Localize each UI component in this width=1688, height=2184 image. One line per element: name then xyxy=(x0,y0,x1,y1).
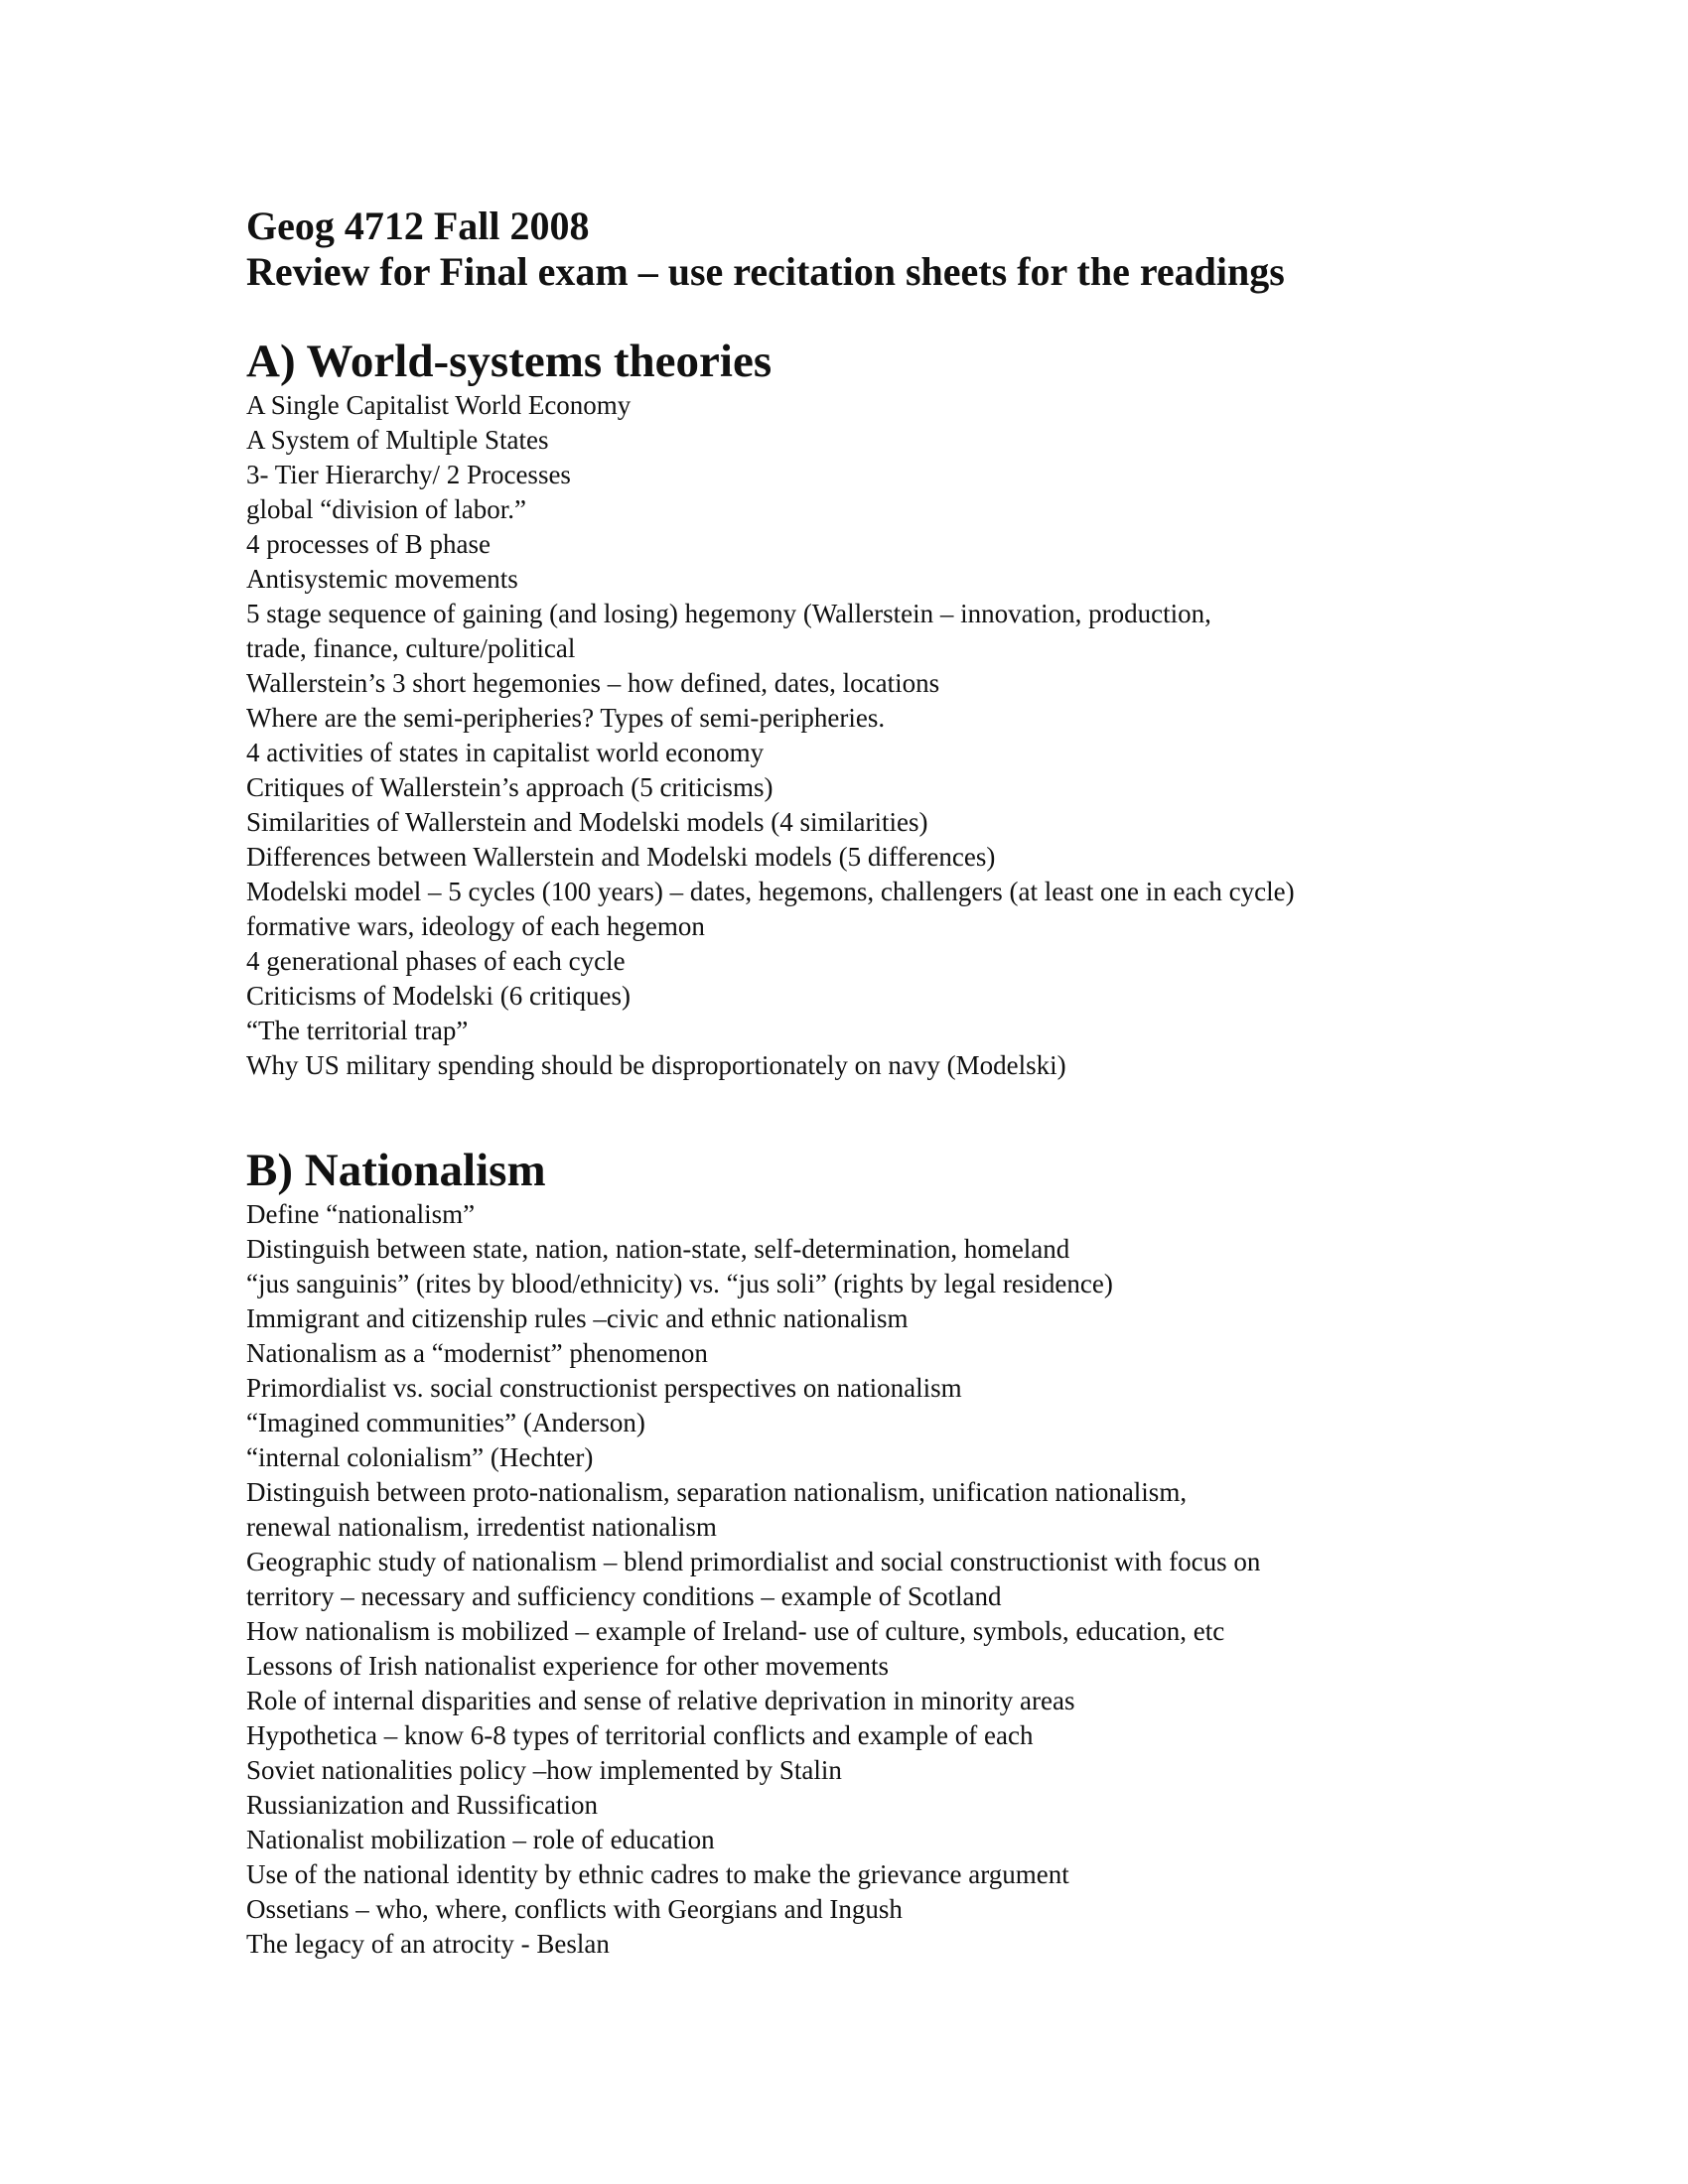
list-item: formative wars, ideology of each hegemon xyxy=(246,911,705,941)
list-item: Immigrant and citizenship rules –civic and ethnic nationalism xyxy=(246,1303,909,1333)
section-heading: A) World-systems theories xyxy=(246,336,773,387)
list-item: A Single Capitalist World Economy xyxy=(246,390,632,420)
list-item: “internal colonialism” (Hechter) xyxy=(246,1442,594,1472)
list-item: Define “nationalism” xyxy=(246,1199,476,1229)
list-item: trade, finance, culture/political xyxy=(246,633,576,663)
list-item: Geographic study of nationalism – blend primordialist and social constructionist with focus on xyxy=(246,1547,1261,1576)
list-item: Distinguish between proto-nationalism, separation nationalism, unification nationalism, xyxy=(246,1477,1188,1507)
list-item: Similarities of Wallerstein and Modelski models (4 similarities) xyxy=(246,807,928,837)
list-item: Wallerstein’s 3 short hegemonies – how defined, dates, locations xyxy=(246,668,940,698)
list-item: Modelski model – 5 cycles (100 years) – dates, hegemons, challengers (at least one in each cycle) xyxy=(246,877,1295,906)
list-item: Russianization and Russification xyxy=(246,1790,598,1820)
section-nationalism xyxy=(246,1144,1537,1962)
list-item: Hypothetica – know 6-8 types of territorial conflicts and example of each xyxy=(246,1720,1034,1750)
item-list xyxy=(246,388,1537,1083)
list-item: 4 generational phases of each cycle xyxy=(246,946,626,976)
document-subtitle: Review for Final exam – use recitation sheets for the readings xyxy=(246,249,1285,294)
list-item: 3- Tier Hierarchy/ 2 Processes xyxy=(246,460,571,489)
course-title: Geog 4712 Fall 2008 xyxy=(246,204,590,248)
list-item: How nationalism is mobilized – example of Ireland- use of culture, symbols, education, etc xyxy=(246,1616,1225,1646)
list-item: 4 processes of B phase xyxy=(246,529,491,559)
list-item: 5 stage sequence of gaining (and losing) hegemony (Wallerstein – innovation, production, xyxy=(246,599,1211,628)
list-item: “jus sanguinis” (rites by blood/ethnicity) vs. “jus soli” (rights by legal residence) xyxy=(246,1269,1113,1298)
list-item: Lessons of Irish nationalist experience for other movements xyxy=(246,1651,890,1681)
section-heading: B) Nationalism xyxy=(246,1145,546,1196)
list-item: Critiques of Wallerstein’s approach (5 criticisms) xyxy=(246,772,774,802)
list-item: Nationalist mobilization – role of education xyxy=(246,1825,715,1854)
list-item: “The territorial trap” xyxy=(246,1016,469,1045)
list-item: Primordialist vs. social constructionist perspectives on nationalism xyxy=(246,1373,962,1403)
list-item: Where are the semi-peripheries? Types of semi-peripheries. xyxy=(246,703,886,733)
list-item: “Imagined communities” (Anderson) xyxy=(246,1408,645,1437)
section-world-systems xyxy=(246,335,1537,1083)
list-item: Criticisms of Modelski (6 critiques) xyxy=(246,981,631,1011)
item-list xyxy=(246,1197,1537,1962)
list-item: 4 activities of states in capitalist world economy xyxy=(246,738,765,767)
list-item: global “division of labor.” xyxy=(246,494,526,524)
list-item: The legacy of an atrocity - Beslan xyxy=(246,1929,610,1959)
list-item: Why US military spending should be disproportionately on navy (Modelski) xyxy=(246,1050,1066,1080)
list-item: Ossetians – who, where, conflicts with Georgians and Ingush xyxy=(246,1894,903,1924)
list-item: A System of Multiple States xyxy=(246,425,549,455)
list-item: Role of internal disparities and sense of relative deprivation in minority areas xyxy=(246,1686,1075,1715)
list-item: territory – necessary and sufficiency conditions – example of Scotland xyxy=(246,1581,1002,1611)
list-item: Nationalism as a “modernist” phenomenon xyxy=(246,1338,708,1368)
list-item: Use of the national identity by ethnic cadres to make the grievance argument xyxy=(246,1859,1069,1889)
document-page xyxy=(246,204,1537,1962)
list-item: Differences between Wallerstein and Modelski models (5 differences) xyxy=(246,842,996,872)
list-item: Distinguish between state, nation, nation-state, self-determination, homeland xyxy=(246,1234,1070,1264)
list-item: Soviet nationalities policy –how implemented by Stalin xyxy=(246,1755,842,1785)
list-item: Antisystemic movements xyxy=(246,564,518,594)
list-item: renewal nationalism, irredentist nationalism xyxy=(246,1512,717,1542)
